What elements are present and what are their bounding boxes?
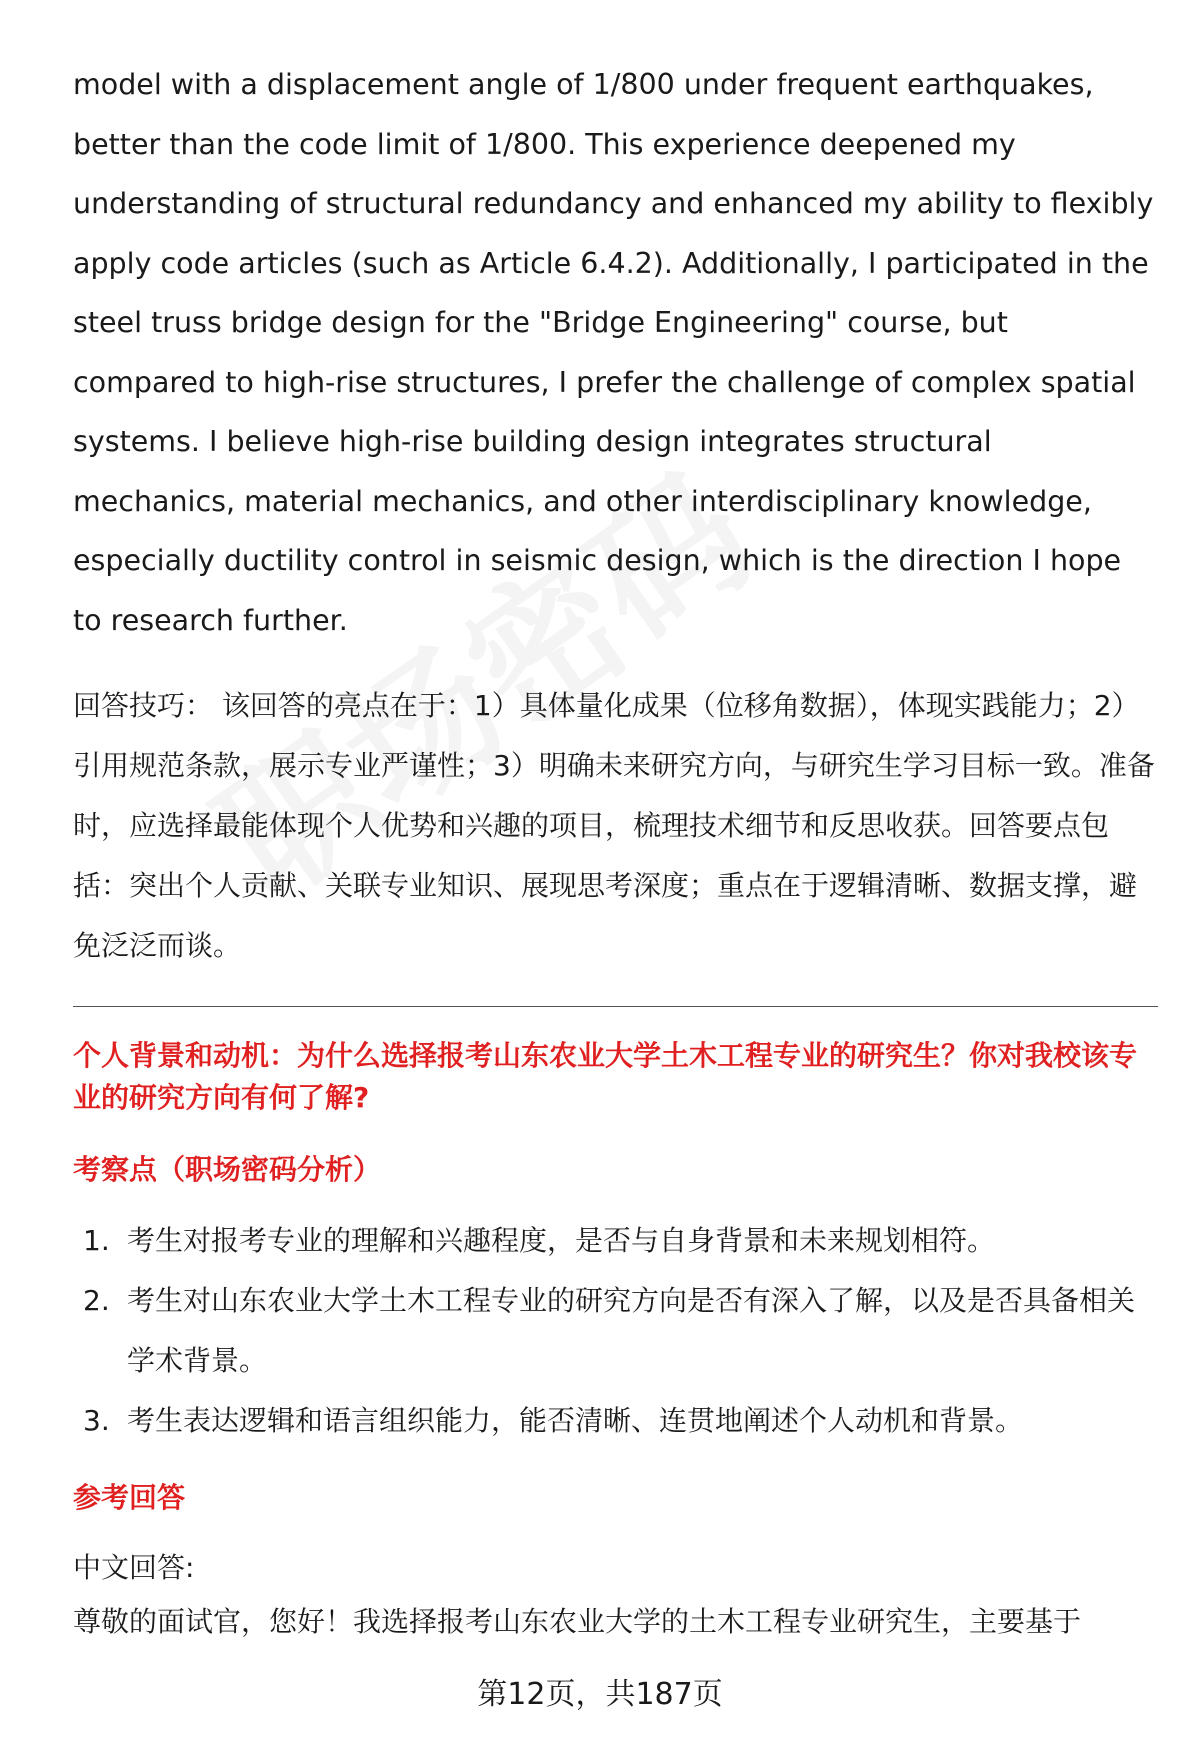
list-item-number: 2. [83,1284,110,1317]
list-item-text: 考生对报考专业的理解和兴趣程度，是否与自身背景和未来规划相符。 [127,1224,996,1257]
list-item-text: 考生对山东农业大学土木工程专业的研究方向是否有深入了解，以及是否具备相关学术背景。 [127,1284,1136,1377]
section-divider [73,1006,1158,1007]
page-content [73,55,1158,1645]
chinese-answer-label: 中文回答: [73,1551,195,1584]
reference-answer-heading: 参考回答 [73,1481,186,1514]
list-item [73,1211,1158,1271]
page-footer: 第12页，共187页 [477,1677,723,1712]
answer-tip: 回答技巧： 该回答的亮点在于：1）具体量化成果（位移角数据），体现实践能力；2）引用规范条款，展示专业严谨性；3）明确未来研究方向，与研究生学习目标一致。准备时，应选择最能体现个人优势和兴趣的项目，梳理技术细节和反思收获。回答要点包括：突出个人贡献、关联专业知识、展现思考深度；重点在于逻辑清晰、数据支撑，避免泛泛而谈。 [73,689,1155,962]
question-title: 个人背景和动机：为什么选择报考山东农业大学土木工程专业的研究生？你对我校该专业的研究方向有何了解? [73,1039,1138,1114]
list-item [73,1271,1158,1391]
assessment-points-list [73,1211,1158,1451]
list-item-number: 1. [83,1224,110,1257]
list-item-number: 3. [83,1404,110,1437]
list-item-text: 考生表达逻辑和语言组织能力，能否清晰、连贯地阐述个人动机和背景。 [127,1404,1024,1437]
assessment-heading: 考察点（职场密码分析） [73,1153,382,1186]
list-item [73,1391,1158,1451]
chinese-answer-text: 尊敬的面试官，您好！我选择报考山东农业大学的土木工程专业研究生，主要基于 [73,1605,1082,1638]
english-answer-paragraph: model with a displacement angle of 1/800 under frequent earthquakes, better than the code limit of 1/800. This experience deepened my understanding of structural redundancy and enhanced my ability to flexibly apply code articles (such as Article 6.4.2). Additionally, I participated in the steel truss bridge design for the "Bridge Engineering" course, but compared to high-rise structures, I prefer the challenge of complex spatial systems. I believe high-rise building design integrates structural mechanics, material mechanics, and other interdisciplinary knowledge, especially ductility control in seismic design, which is the direction I hope to research further. [73,68,1154,637]
